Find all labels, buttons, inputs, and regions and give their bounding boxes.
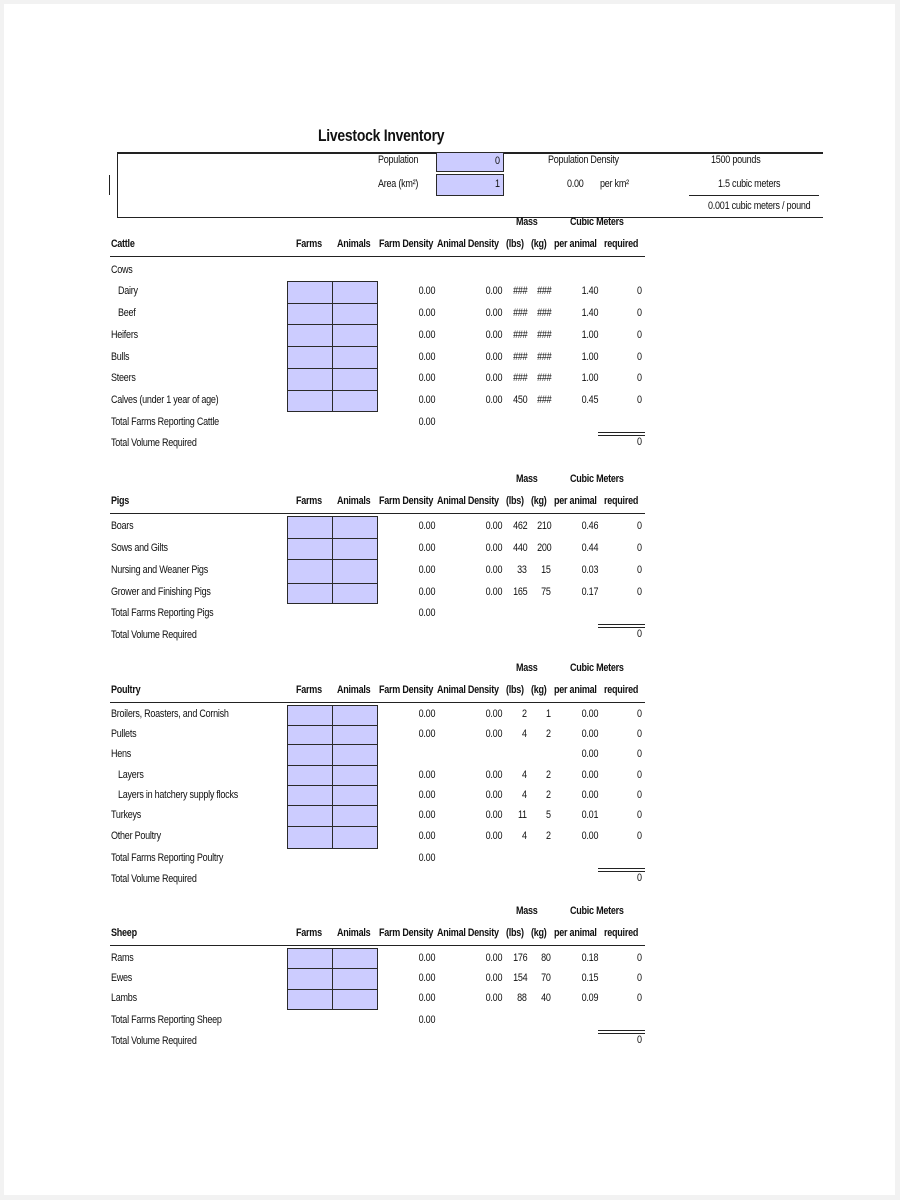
cattle-per-animal-header: per animal [554,238,597,250]
farm-density-cell: 0.00 [418,951,435,964]
table-row-label: Boars [111,520,134,533]
sheep-required-header: required [604,927,639,939]
farm-density-cell: 0.00 [418,708,435,721]
mass-kg-cell: ### [536,285,551,298]
cattle-kg-header: (kg) [531,238,547,250]
farms-input[interactable] [287,725,333,746]
cubic-per-animal-cell: 0.00 [581,748,598,760]
population-input[interactable] [436,152,504,172]
animals-input[interactable] [332,805,378,827]
mass-kg-cell: ### [536,350,551,363]
cattle-total-label: Total Volume Required [111,437,197,449]
pigs-total-label: Total Volume Required [111,628,197,641]
animals-input[interactable] [332,281,378,304]
cubic-required-cell: 0 [637,350,642,363]
table-row-label: Cows [111,263,133,276]
cubic-per-animal-cell: 0.00 [581,788,598,801]
cubic-per-animal-cell: 0.00 [581,830,598,843]
table-row-label: Other Poultry [111,830,161,843]
page-title [318,126,472,146]
mass-kg-cell: 80 [541,951,551,964]
farm-density-cell: 0.00 [418,809,435,821]
cubic-required-cell: 0 [637,306,642,319]
pigs-farm-density-header: Farm Density [379,495,434,507]
farms-input[interactable] [287,968,333,990]
cubic-required-cell: 0 [637,328,642,341]
animal-density-cell: 0.00 [485,372,502,385]
animals-input[interactable] [332,346,378,369]
cattle-cubic-meters-header: Cubic Meters [570,216,624,228]
cubic-per-animal-cell: 0.18 [581,951,598,964]
poultry-header-divider [110,702,645,703]
pigs-required-header: required [604,495,639,507]
table-row-label: Bulls [111,350,130,363]
mass-lbs-cell: 440 [512,541,527,554]
animals-input[interactable] [332,303,378,326]
cubic-per-animal-cell: 0.15 [581,971,598,984]
cattle-total-value: 0 [637,436,642,448]
area-value: 1 [495,178,500,190]
farms-input[interactable] [287,805,333,827]
mass-kg-cell: 2 [546,830,551,843]
top-box-bottom-border [117,217,823,218]
animal-density-cell: 0.00 [485,992,502,1005]
cubic-per-animal-cell: 0.46 [581,520,598,533]
farm-density-cell: 0.00 [418,350,435,363]
cubic-required-cell: 0 [637,285,642,298]
mass-lbs-cell: 4 [522,727,527,740]
farm-density-cell: 0.00 [418,415,435,428]
animals-input[interactable] [332,826,378,849]
animal-density-cell: 0.00 [485,708,502,721]
farm-density-cell: 0.00 [418,285,435,298]
pigs-farms-header: Farms [296,495,322,507]
pigs-per-animal-header: per animal [554,495,597,507]
mass-lbs-cell: 11 [518,809,527,821]
mass-lbs-cell: 462 [512,520,527,533]
pigs-cubic-meters-header: Cubic Meters [570,473,624,485]
sheep-header-divider [110,945,645,946]
farms-input[interactable] [287,559,333,584]
sheep-animals-header: Animals [337,927,371,939]
sheep-total-label: Total Volume Required [111,1035,197,1047]
farm-density-cell: 0.00 [418,541,435,554]
animal-density-cell: 0.00 [485,350,502,363]
farms-input[interactable] [287,765,333,786]
animal-density-cell: 0.00 [485,830,502,843]
cubic-required-cell: 0 [637,748,642,760]
cubic-per-animal-cell: 1.40 [581,285,598,298]
cattle-header-divider [110,256,645,257]
mass-kg-cell: 2 [546,727,551,740]
sheep-animal-density-header: Animal Density [437,927,499,939]
farms-input[interactable] [287,989,333,1011]
page-title-text: Livestock Inventory [318,126,445,145]
cubic-per-animal-cell: 1.00 [581,372,598,385]
conversion-cubic-meters: 1.5 cubic meters [718,178,781,190]
poultry-cubic-meters-header: Cubic Meters [570,662,624,674]
poultry-total-double-rule-1 [598,868,645,869]
sheep-farms-header: Farms [296,927,322,939]
farms-input[interactable] [287,538,333,561]
cubic-per-animal-cell: 0.01 [581,809,598,821]
animals-input[interactable] [332,989,378,1011]
animal-density-cell: 0.00 [485,285,502,298]
farm-density-cell: 0.00 [418,971,435,984]
table-row-label: Calves (under 1 year of age) [111,393,219,406]
farm-density-cell: 0.00 [418,328,435,341]
farms-input[interactable] [287,948,333,969]
poultry-lbs-header: (lbs) [506,684,524,696]
farms-input[interactable] [287,744,333,766]
table-row-label: Nursing and Weaner Pigs [111,564,208,577]
sheep-total-double-rule-1 [598,1030,645,1031]
cubic-per-animal-cell: 0.00 [581,727,598,740]
area-label: Area (km²) [378,178,419,190]
table-row-label: Layers [118,768,144,781]
sheep-section-title: Sheep [111,927,137,939]
farms-input[interactable] [287,516,333,539]
pigs-total-double-rule-1 [598,624,645,625]
table-row-label: Total Farms Reporting Pigs [111,607,214,620]
cubic-per-animal-cell: 0.09 [581,992,598,1005]
mass-kg-cell: 70 [541,971,551,984]
pigs-mass-header: Mass [516,473,538,485]
farms-input[interactable] [287,303,333,326]
farms-input[interactable] [287,390,333,413]
cubic-per-animal-cell: 0.00 [581,768,598,781]
animals-input[interactable] [332,324,378,347]
mass-lbs-cell: 165 [512,586,527,599]
farms-input[interactable] [287,785,333,806]
cubic-required-cell: 0 [637,520,642,533]
mass-kg-cell: ### [536,306,551,319]
animals-input[interactable] [332,785,378,806]
mass-kg-cell: 1 [546,708,551,721]
mass-lbs-cell: 88 [517,992,527,1005]
farm-density-cell: 0.00 [418,851,435,864]
population-label: Population [378,154,419,166]
animal-density-cell: 0.00 [485,951,502,964]
mass-lbs-cell: 450 [512,393,527,406]
animals-input[interactable] [332,390,378,413]
animal-density-cell: 0.00 [485,809,502,821]
cubic-required-cell: 0 [637,971,642,984]
cubic-required-cell: 0 [637,788,642,801]
cubic-per-animal-cell: 1.00 [581,350,598,363]
farms-input[interactable] [287,583,333,605]
pigs-total-value: 0 [637,627,642,640]
poultry-required-header: required [604,684,639,696]
table-row-label: Heifers [111,328,138,341]
animals-input[interactable] [332,559,378,584]
cubic-required-cell: 0 [637,564,642,577]
farm-density-cell: 0.00 [418,830,435,843]
table-row-label: Lambs [111,992,137,1005]
cubic-required-cell: 0 [637,541,642,554]
table-row-label: Sows and Gilts [111,541,168,554]
pigs-header-divider [110,513,645,514]
animal-density-cell: 0.00 [485,768,502,781]
cattle-section-title: Cattle [111,238,135,250]
table-row-label: Beef [118,306,136,319]
farm-density-cell: 0.00 [418,788,435,801]
animal-density-cell: 0.00 [485,788,502,801]
animals-input[interactable] [332,725,378,746]
sheep-mass-header: Mass [516,905,538,917]
poultry-mass-header: Mass [516,662,538,674]
cubic-per-animal-cell: 0.00 [581,708,598,721]
conversion-divider [689,195,819,196]
animal-density-cell: 0.00 [485,306,502,319]
cubic-required-cell: 0 [637,992,642,1005]
farm-density-cell: 0.00 [418,372,435,385]
mass-kg-cell: ### [536,372,551,385]
pigs-animals-header: Animals [337,495,371,507]
mass-kg-cell: 2 [546,788,551,801]
sheep-per-animal-header: per animal [554,927,597,939]
mass-lbs-cell: 4 [522,830,527,843]
population-value: 0 [495,155,500,167]
mass-kg-cell: 2 [546,768,551,781]
farm-density-cell: 0.00 [418,727,435,740]
cubic-required-cell: 0 [637,586,642,599]
animal-density-cell: 0.00 [485,393,502,406]
farms-input[interactable] [287,346,333,369]
farm-density-cell: 0.00 [418,992,435,1005]
animals-input[interactable] [332,705,378,726]
pigs-animal-density-header: Animal Density [437,495,499,507]
farm-density-cell: 0.00 [418,520,435,533]
animals-input[interactable] [332,538,378,561]
top-box-left-border [117,152,118,218]
farm-density-cell: 0.00 [418,564,435,577]
cubic-required-cell: 0 [637,393,642,406]
animals-input[interactable] [332,968,378,990]
table-row-label: Hens [111,748,132,760]
farm-density-cell: 0.00 [418,306,435,319]
mass-kg-cell: 40 [541,992,551,1005]
farms-input[interactable] [287,826,333,849]
poultry-kg-header: (kg) [531,684,547,696]
animal-density-cell: 0.00 [485,586,502,599]
population-density-value: 0.00 [567,178,584,190]
mass-lbs-cell: ### [512,350,527,363]
poultry-animal-density-header: Animal Density [437,684,499,696]
cattle-lbs-header: (lbs) [506,238,524,250]
table-row-label: Steers [111,372,136,385]
cubic-per-animal-cell: 1.00 [581,328,598,341]
mass-kg-cell: 200 [536,541,551,554]
table-row-label: Pullets [111,727,137,740]
cubic-required-cell: 0 [637,708,642,721]
mass-lbs-cell: 176 [512,951,527,964]
mass-lbs-cell: ### [512,285,527,298]
farm-density-cell: 0.00 [418,393,435,406]
poultry-farms-header: Farms [296,684,322,696]
farms-input[interactable] [287,368,333,391]
mass-lbs-cell: 33 [517,564,527,577]
animal-density-cell: 0.00 [485,971,502,984]
farm-density-cell: 0.00 [418,607,435,620]
cubic-per-animal-cell: 0.45 [581,393,598,406]
poultry-total-value: 0 [637,872,642,884]
population-density-label: Population Density [548,154,619,166]
animals-input[interactable] [332,368,378,391]
cattle-mass-header: Mass [516,216,538,228]
sheep-farm-density-header: Farm Density [379,927,434,939]
mass-kg-cell: ### [536,328,551,341]
cattle-animals-header: Animals [337,238,371,250]
pigs-lbs-header: (lbs) [506,495,524,507]
poultry-section-title: Poultry [111,684,141,696]
cubic-required-cell: 0 [637,768,642,781]
poultry-animals-header: Animals [337,684,371,696]
conversion-pounds: 1500 pounds [711,154,761,166]
mass-kg-cell: 5 [546,809,551,821]
table-row-label: Total Farms Reporting Sheep [111,1013,222,1026]
farm-density-cell: 0.00 [418,768,435,781]
table-row-label: Layers in hatchery supply flocks [118,788,238,801]
mass-lbs-cell: 154 [512,971,527,984]
farms-input[interactable] [287,324,333,347]
cattle-farm-density-header: Farm Density [379,238,434,250]
table-row-label: Dairy [118,285,138,298]
cubic-required-cell: 0 [637,830,642,843]
animals-input[interactable] [332,516,378,539]
pigs-kg-header: (kg) [531,495,547,507]
mass-kg-cell: 210 [536,520,551,533]
sheep-lbs-header: (lbs) [506,927,524,939]
animal-density-cell: 0.00 [485,520,502,533]
cell-cursor-mark [109,175,110,195]
mass-lbs-cell: ### [512,372,527,385]
mass-kg-cell: 75 [541,586,551,599]
poultry-per-animal-header: per animal [554,684,597,696]
poultry-total-label: Total Volume Required [111,873,197,885]
cubic-required-cell: 0 [637,727,642,740]
conversion-ratio: 0.001 cubic meters / pound [708,200,811,212]
mass-lbs-cell: 4 [522,768,527,781]
sheep-kg-header: (kg) [531,927,547,939]
pigs-section-title: Pigs [111,495,130,507]
cattle-animal-density-header: Animal Density [437,238,499,250]
cattle-required-header: required [604,238,639,250]
farm-density-cell: 0.00 [418,586,435,599]
cubic-per-animal-cell: 0.44 [581,541,598,554]
farm-density-cell: 0.00 [418,1013,435,1026]
cubic-per-animal-cell: 0.03 [581,564,598,577]
mass-lbs-cell: ### [512,328,527,341]
sheep-cubic-meters-header: Cubic Meters [570,905,624,917]
table-row-label: Rams [111,951,134,964]
animal-density-cell: 0.00 [485,564,502,577]
animals-input[interactable] [332,583,378,605]
population-density-unit: per km² [600,178,629,190]
cubic-required-cell: 0 [637,951,642,964]
cubic-per-animal-cell: 0.17 [581,586,598,599]
cattle-farms-header: Farms [296,238,322,250]
table-row-label: Grower and Finishing Pigs [111,586,211,599]
table-row-label: Ewes [111,971,133,984]
table-row-label: Total Farms Reporting Cattle [111,415,219,428]
poultry-farm-density-header: Farm Density [379,684,434,696]
mass-lbs-cell: 2 [522,708,527,721]
farms-input[interactable] [287,705,333,726]
cubic-per-animal-cell: 1.40 [581,306,598,319]
table-row-label: Total Farms Reporting Poultry [111,851,224,864]
animal-density-cell: 0.00 [485,328,502,341]
animal-density-cell: 0.00 [485,541,502,554]
table-row-label: Turkeys [111,809,142,821]
animal-density-cell: 0.00 [485,727,502,740]
farms-input[interactable] [287,281,333,304]
animals-input[interactable] [332,948,378,969]
table-row-label: Broilers, Roasters, and Cornish [111,708,229,721]
mass-kg-cell: 15 [541,564,551,577]
mass-lbs-cell: ### [512,306,527,319]
cattle-total-double-rule-1 [598,432,645,433]
cubic-required-cell: 0 [637,809,642,821]
mass-lbs-cell: 4 [522,788,527,801]
cubic-required-cell: 0 [637,372,642,385]
area-input[interactable] [436,174,504,196]
mass-kg-cell: ### [536,393,551,406]
sheep-total-value: 0 [637,1034,642,1046]
animals-input[interactable] [332,765,378,786]
animals-input[interactable] [332,744,378,766]
